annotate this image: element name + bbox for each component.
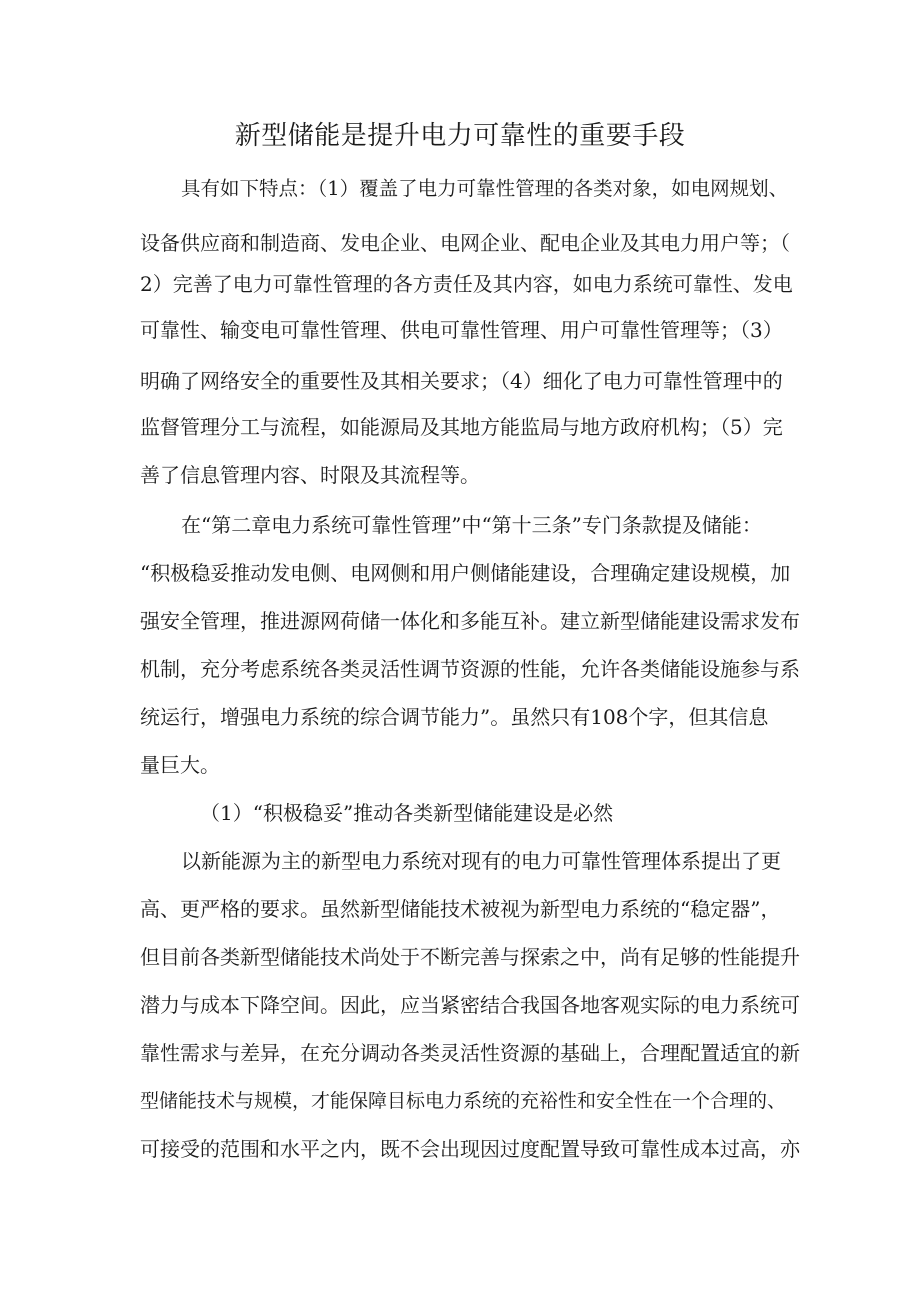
paragraph-3-line: 型储能技术与规模，才能保障目标电力系统的充裕性和安全性在一个合理的、 <box>140 1090 787 1112</box>
paragraph-2-line: 统运行，增强电力系统的综合调节能力”。虽然只有108个字，但其信息 <box>140 705 769 729</box>
paragraph-2-line: 机制，充分考虑系统各类灵活性调节资源的性能，允许各类储能设施参与系 <box>140 657 800 681</box>
paragraph-1-line: 设备供应商和制造商、发电企业、电网企业、配电企业及其电力用户等；（ <box>140 231 790 255</box>
paragraph-3-line: 高、更严格的要求。虽然新型储能技术被视为新型电力系统的“稳定器”， <box>140 897 781 921</box>
paragraph-3-line: 靠性需求与差异，在充分调动各类灵活性资源的基础上，合理配置适宜的新 <box>140 1041 800 1065</box>
paragraph-1-line: 具有如下特点：（1）覆盖了电力可靠性管理的各类对象，如电网规划、 <box>181 177 789 200</box>
section-subheading: （1）“积极稳妥”推动各类新型储能建设是必然 <box>200 801 614 825</box>
paragraph-3-line: 但目前各类新型储能技术尚处于不断完善与探索之中，尚有足够的性能提升 <box>140 945 800 969</box>
paragraph-2-line: 量巨大。 <box>140 753 220 777</box>
paragraph-1-line: 2）完善了电力可靠性管理的各方责任及其内容，如电力系统可靠性、发电 <box>140 272 793 296</box>
paragraph-1-line: 监督管理分工与流程，如能源局及其地方能监局与地方政府机构；（5）完 <box>140 415 783 439</box>
paragraph-1-line: 明确了网络安全的重要性及其相关要求；（4）细化了电力可靠性管理中的 <box>140 369 783 393</box>
page-title: 新型储能是提升电力可靠性的重要手段 <box>234 121 686 151</box>
paragraph-2-line: “积极稳妥推动发电侧、电网侧和用户侧储能建设，合理确定建设规模，加 <box>140 561 791 585</box>
paragraph-3-line: 潜力与成本下降空间。因此，应当紧密结合我国各地客观实际的电力系统可 <box>140 993 800 1017</box>
paragraph-3-line: 以新能源为主的新型电力系统对现有的电力可靠性管理体系提出了更 <box>181 849 781 873</box>
paragraph-1-line: 善了信息管理内容、时限及其流程等。 <box>140 463 480 487</box>
paragraph-2-line: 在“第二章电力系统可靠性管理”中“第十三条”专门条款提及储能： <box>181 513 762 537</box>
paragraph-3-line: 可接受的范围和水平之内，既不会出现因过度配置导致可靠性成本过高，亦 <box>140 1137 800 1161</box>
paragraph-2-line: 强安全管理，推进源网荷储一体化和多能互补。建立新型储能建设需求发布 <box>140 609 800 633</box>
paragraph-1-line: 可靠性、输变电可靠性管理、供电可靠性管理、用户可靠性管理等；（3） <box>140 318 783 342</box>
